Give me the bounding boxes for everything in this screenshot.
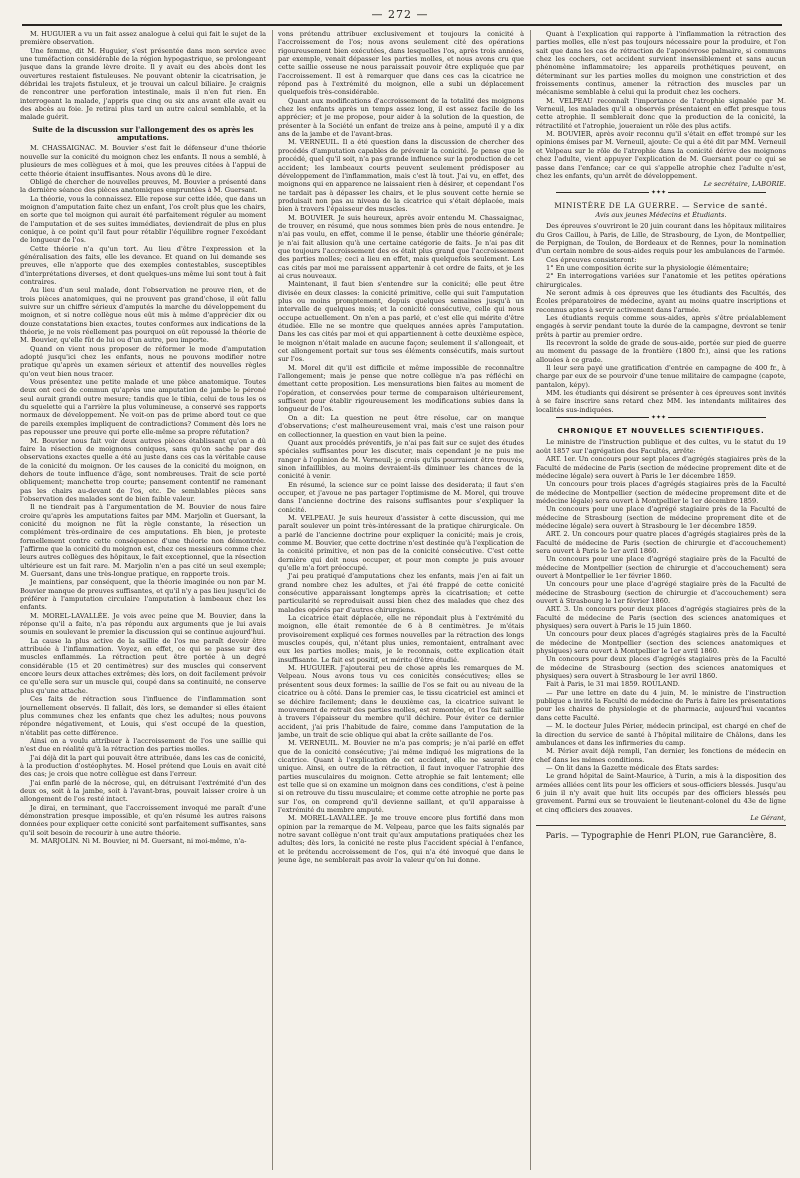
section-heading: Suite de la discussion sur l'allongement des os après les amputations. xyxy=(32,124,254,143)
paragraph: M. MOREL-LAVALLÉE. Je vois avec peine que M. Bouvier, dans la réponse qu'il a faite, n'a pas répondu aux arguments que je lui avais soumis en soulevant le premier la discussion qui se continue aujourd'hui. xyxy=(20,611,266,637)
columns xyxy=(20,30,790,1170)
paragraph: Quant aux modifications d'accroissement de la totalité des moignons chez les enfants après un temps assez long, il est assez facile de les apprécier; et je me propose, pour aider à la solution de la question, de présenter à la Société un enfant de treize ans à peine, amputé il y a dix ans de la jambe et de l'avant-bras. xyxy=(278,96,524,139)
paragraph: M. Morel dit qu'il est difficile et même impossible de reconnaître l'allongement; mais je pense que notre collègue n'a pas réfléchi en émettant cette proposition. Les mensurations bien faites au moment de l'opération, et conservées pour terme de comparaison ultérieurement, suffisent pour établir rigoureusement les modifications subies dans la longueur de l'os. xyxy=(278,363,524,414)
paragraph: Un concours pour une place d'agrégé stagiaire près de la Faculté de médecine de Montpellier (section de chirurgie et d'accouchement) sera ouvert à Montpellier le 1er février 1860. xyxy=(536,555,786,580)
paragraph: Une femme, dit M. Huguier, s'est présentée dans mon service avec une tuméfaction considérable de la région hypogastrique, se prolongeant jusque dans la grande lèvre droite. Il y avait eu des abcès dont les ouvertures restaient fistuleuses. Ne pouvant obtenir la cicatrisation, je débridai les trajets fistuleux, et je trouvai un calcul biliaire. Je craignis de rencontrer une perforation intestinale, mais il n'en fut rien. En interrogeant la malade, j'appris que cinq ou six ans avant elle avait eu des abcès au foie. Je retirai plus tard un autre calcul semblable, et la malade guérit. xyxy=(20,46,266,122)
paragraph: M. VERNEUIL. M. Bouvier ne m'a pas compris; je n'ai parlé en effet que de la conicité consécutive; j'ai même indiqué les migrations de la cicatrice. Quant à l'explication de cet accident, elle ne saurait être unique. Ainsi, en outre de la rétraction, il faut invoquer l'atrophie des parties musculaires du moignon. Cette atrophie se fait lentement; elle est telle que si on examine un moignon dans ces conditions, c'est à peine si on retrouve du tissu musculaire; et comme cette atrophie ne porte pas sur l'os, on comprend qu'il devienne saillant, et qu'il apparaisse à l'extrémité du membre amputé. xyxy=(278,739,524,814)
paragraph: M. Bouvier nous fait voir deux autres pièces établissant qu'on a dû faire la résection de moignons coniques, sans qu'on sache par des observations exactes quelle a été au juste dans ces cas la véritable cause de la conicité du moignon. Or les causes de la conicité du moignon, en dehors de toute influence d'âge, sont nombreuses. Trait de scie porté obliquement; manchette trop courte; pansement contentif ne ramenant pas les chairs au-devant de l'os, etc. De semblables pièces sans l'observation des malades sont de bien faible valeur. xyxy=(20,436,266,503)
paragraph: Un concours pour trois places d'agrégés stagiaires près de la Faculté de médecine de Montpellier (section de médecine proprement dite et de médecine légale) sera ouvert à Montpellier le 1er décembre 1859. xyxy=(536,480,786,505)
ornamental-rule xyxy=(556,188,766,199)
paragraph: M. HUGUIER a vu un fait assez analogue à celui qui fait le sujet de la première observation. xyxy=(20,30,266,47)
paragraph: Des épreuves s'ouvriront le 20 juin courant dans les hôpitaux militaires du Gros Caillou, à Paris, de Lille, de Strasbourg, de Lyon, de Montpellier, de Perpignan, de Toulon, de Bordeaux et de Rennes, pour la nomination d'un certain nombre de sous-aides requis pour les ambulances de l'armée. xyxy=(536,222,786,256)
paragraph: La cause la plus active de la saillie de l'os me paraît devoir être attribuée à l'inflammation. Voyez, en effet, ce qui se passe sur des muscles enflammés. La rétraction peut être portée à un degré considérable (15 et 20 centimètres) sur des muscles qui conservent encore leurs deux attaches extrêmes; dès lors, on doit facilement prévoir ce qu'elle sera sur un muscle qui, coupé dans sa continuité, ne conserve plus qu'une attache. xyxy=(20,636,266,695)
paragraph: ART. 1er. Un concours pour sept places d'agrégés stagiaires près de la Faculté de médecine de Paris (section de médecine proprement dite et de médecine légale) sera ouvert à Paris le 1er décembre 1859. xyxy=(536,455,786,480)
paragraph: — On lit dans la Gazette médicale des États sardes: xyxy=(546,763,719,772)
paragraph: M. MARJOLIN. Ni M. Bouvier, ni M. Guersant, ni moi-même, n'a- xyxy=(30,837,247,845)
footer-rule xyxy=(536,825,786,826)
chronicle-heading: CHRONIQUE ET NOUVELLES SCIENTIFIQUES. xyxy=(557,426,765,436)
notice-subheading: Avis aux jeunes Médecins et Étudiants. xyxy=(595,210,727,219)
paragraph: 1° En une composition écrite sur la physiologie élémentaire; xyxy=(546,263,749,272)
paragraph: vons prétendu attribuer exclusivement et toujours la conicité à l'accroissement de l'os; nous avons seulement cité des opérations rigoureusement bien exécutées, dans lesquelles l'os, après trois années, par exemple, venait dépasser les parties molles, et nous avons cru que cette saillie osseuse ne nous paraissait pouvoir être expliquée que par l'accroissement. Il est à remarquer que dans ces cas la cicatrice ne répond pas à l'extrémité du moignon, elle a subi un déplacement quelquefois très-considérable. xyxy=(278,30,524,97)
paragraph: ART. 2. Un concours pour quatre places d'agrégés stagiaires près de la Faculté de médecine de Paris (section de chirurgie et d'accouchement) sera ouvert à Paris le 1er avril 1860. xyxy=(536,530,786,555)
paragraph: Au lieu d'un seul malade, dont l'observation ne prouve rien, et de trois pièces anatomiques, qui ne prouvent pas grand'chose, il eût fallu suivre sur un chiffre sérieux d'amputés la marche du développement du moignon, et si notre collègue nous eût mis à même d'apprécier dix ou douze constatations bien exactes, toutes conformes aux indications de la théorie, je ne vois réellement pas pourquoi on eût repoussé la théorie de M. Bouvier, qu'elle fût de lui ou d'un autre, peu importe. xyxy=(20,286,266,345)
paragraph: Un concours pour une place d'agrégé stagiaire près de la Faculté de médecine de Strasbourg (section de médecine proprement dite et de médecine légale) sera ouvert à Strasbourg le 1er décembre 1859. xyxy=(536,505,786,530)
printer-footer: Paris. — Typographie de Henri PLON, rue Garancière, 8. xyxy=(545,831,777,841)
paragraph: Le ministre de l'instruction publique et des cultes, vu le statut du 19 août 1857 sur l'agrégation des Facultés, arrête: xyxy=(536,438,786,455)
paragraph: Cette théorie n'a qu'un tort. Au lieu d'être l'expression et la généralisation des faits, elle les devance. Et quand on lui demande ses preuves, elle n'apporte que des exemples contestables, susceptibles d'interprétations diverses, et dont quelques-uns même lui sont tout à fait contraires. xyxy=(20,244,266,286)
column-3 xyxy=(536,30,786,1170)
paragraph: Un concours pour deux places d'agrégés stagiaires près de la Faculté de médecine de Strasbourg (section des sciences anatomiques et physiques) sera ouvert à Strasbourg le 1er avril 1860. xyxy=(536,655,786,681)
paragraph: — M. le docteur Jules Périer, médecin principal, est chargé en chef de la direction du service de santé à l'hôpital militaire de Châlons, dans les ambulances et dans les infirmeries du camp. xyxy=(536,722,786,747)
paragraph: Fait à Paris, le 31 mai 1859. ROULAND. xyxy=(546,680,680,689)
paragraph: Ces faits de rétraction sous l'influence de l'inflammation sont journellement observés. Il fallait, dès lors, se demander si elles étaient plus communes chez les enfants que chez les adultes; nous pouvons répondre négativement, et Louis, qui s'est occupé de la question, n'établit pas cette différence. xyxy=(20,695,266,737)
paragraph: ART. 3. Un concours pour deux places d'agrégés stagiaires près de la Faculté de médecine de Paris (section des sciences anatomiques et physiques) sera ouvert à Paris le 15 juin 1860. xyxy=(536,605,786,631)
column-1 xyxy=(20,30,266,1170)
paragraph: Ces épreuves consisteront: xyxy=(546,255,637,264)
paragraph: En résumé, la science sur ce point laisse des desiderata; il faut s'en occuper, et j'avoue ne pas partager l'optimisme de M. Morel, qui trouve dans l'ancienne doctrine des raisons suffisantes pour s'expliquer la conicité. xyxy=(278,480,524,514)
paragraph: Un concours pour deux places d'agrégés stagiaires près de la Faculté de médecine de Montpellier (section des sciences anatomiques et physiques) sera ouvert à Montpellier le 1er avril 1860. xyxy=(536,630,786,656)
paragraph: M. MOREL-LAVALLÉE. Je me trouve encore plus fortifié dans mon opinion par la remarque de M. Velpeau, parce que les faits signalés par notre savant collègue n'ont trait qu'aux amputations pratiquées chez les adultes; dès lors, la conicité ne reste plus l'accident spécial à l'enfance, et le prétendu accroissement de l'os, qui n'a été invoqué que dans le jeune âge, ne semblerait pas avoir la valeur qu'on lui donne. xyxy=(278,814,524,865)
paragraph: M. VELPEAU. Je suis heureux d'assister à cette discussion, qui me paraît soulever un point très-intéressant de la pratique chirurgicale. On a parlé de l'ancienne doctrine pour expliquer la conicité; mais je crois, comme M. Bouvier, que cette doctrine n'est destinée qu'à l'explication de la conicité primitive, et non pas de la conicité consécutive. C'est cette dernière qui doit nous occuper, et pour mon compte je puis avouer qu'elle m'a fort préoccupé. xyxy=(278,513,524,572)
paragraph: J'ai déjà dit la part qui pouvait être attribuée, dans les cas de conicité, à la production d'ostéophytes. M. Hosel prétend que Louis en avait cité des cas; je crois que notre collègue est dans l'erreur. xyxy=(20,753,266,779)
paragraph: J'ai peu pratiqué d'amputations chez les enfants, mais j'en ai fait un grand nombre chez les adultes, et j'ai été frappé de cette conicité consécutive apparaissant longtemps après la cicatrisation; et cette particularité se reproduisait aussi bien chez des malades que chez des malades opérés par d'autres chirurgiens. xyxy=(278,572,524,614)
paragraph: Ne seront admis à ces épreuves que les étudiants des Facultés, des Écoles préparatoires de médecine, ayant au moins quatre inscriptions et reconnus aptes à servir activement dans l'armée. xyxy=(536,288,786,314)
column-2 xyxy=(278,30,524,1170)
paragraph: M. CHASSAIGNAC. M. Bouvier s'est fait le défenseur d'une théorie nouvelle sur la conicité du moignon chez les enfants. Il nous a semblé, à plusieurs de mes collègues et à moi, que les preuves citées à l'appui de cette théorie étaient insuffisantes. Nous avons dû le dire. xyxy=(20,144,266,178)
paragraph: Le grand hôpital de Saint-Maurice, à Turin, a mis à la disposition des armées alliées cent lits pour les officiers et sous-officiers blessés. Jusqu'au 6 juin il n'y avait que huit lits occupés par des officiers blessés peu gravement. Parmi eux se trouvaient le lieutenant-colonel du 43e de ligne et cinq officiers des zouaves. xyxy=(536,772,786,814)
paragraph: M. VELPEAU reconnaît l'importance de l'atrophie signalée par M. Verneuil, les malades qu'il a observés présentaient en effet presque tous cette atrophie. Il semblerait donc que la production de la conicité, la rétractilité et l'atrophie, joueraient un rôle des plus actifs. xyxy=(536,96,786,130)
paragraph: Un concours pour une place d'agrégé stagiaire près de la Faculté de médecine de Strasbourg (section de chirurgie et d'accouchement) sera ouvert à Strasbourg le 1er février 1860. xyxy=(536,580,786,605)
page-number: — 272 — xyxy=(371,8,429,21)
paragraph: La cicatrice était déplacée, elle ne répondait plus à l'extrémité du moignon, elle était remontée de 6 à 8 centimètres. Je m'étais provisoirement expliqué ces formes nouvelles par la rétraction des longs muscles coupés, qui, n'étant plus unies, remontaient, entraînant avec eux les parties molles; mais, je le reconnais, cette explication était insuffisante. Le fait est positif, et mérite d'être étudié. xyxy=(278,614,524,664)
paragraph: 2° En interrogations variées sur l'anatomie et les petites opérations chirurgicales. xyxy=(536,272,786,289)
paragraph: Quand on vient nous proposer de réformer le mode d'amputation adopté jusqu'ici chez les enfants, nous ne pouvons modifier notre pratique qu'après un examen sérieux et attentif des nouvelles règles qu'on veut bien nous tracer. xyxy=(20,344,266,378)
paragraph: Ainsi on a voulu attribuer à l'accroissement de l'os une saillie qui n'est due en réalité qu'à la rétraction des parties molles. xyxy=(20,736,266,754)
paragraph: M. HUGUIER. J'ajouterai peu de chose après les remarques de M. Velpeau. Nous avons tous vu ces conicités consécutives; elles se présentent sous deux formes: la saillie de l'os se fait ou au niveau de la cicatrice ou à côté. Dans le premier cas, le tissu cicatriciel est aminci et se déchire facilement; dans le deuxième cas, la cicatrice suivant le mouvement de retrait des parties molles, est remontée, et l'os fait saillie à travers l'épaisseur du membre qu'il déchire. Pour éviter ce dernier accident, j'ai pris l'habitude de faire, comme dans l'amputation de la jambe, un trait de scie oblique qui abat la crête saillante de l'os. xyxy=(278,664,524,739)
ornament-icon: ✦✦✦ xyxy=(651,188,667,196)
top-rule xyxy=(22,24,782,26)
secretary-signature: Le secrétaire, LABORIE. xyxy=(703,180,786,189)
paragraph: La théorie, vous la connaissez. Elle repose sur cette idée, que dans un moignon d'amputation faite chez un enfant, l'os croît plus que les chairs, en sorte que tel moignon qui aurait été parfaitement réguler au moment de l'amputation et de ses suites immédiates, deviendrait de plus en plus conique, à ce point qu'il faut pour rétablir l'équilibre rogner l'excédant de longueur de l'os. xyxy=(20,194,266,245)
paragraph: — Par une lettre en date du 4 juin, M. le ministre de l'instruction publique a invité la Faculté de médecine de Paris à faire les présentations pour les chaires de physiologie et de pharmacie, aujourd'hui vacantes dans cette Faculté. xyxy=(536,688,786,722)
paragraph: Je maintiens, par conséquent, que la théorie imaginée ou non par M. Bouvier manque de preuves suffisantes, et qu'il n'y a pas lieu jusqu'ici de préférer à l'amputation circulaire l'amputation à lambeaux chez les enfants. xyxy=(20,578,266,612)
paragraph: J'ai enfin parlé de la nécrose, qui, en détruisant l'extrémité d'un des deux os, soit à la jambe, soit à l'avant-bras, pouvait laisser croire à un allongement de l'os resté intact. xyxy=(20,778,266,804)
paragraph: Je dirai, en terminant, que l'accroissement invoqué me paraît d'une démonstration presque impossible, et qu'en résumé les autres raisons données pour expliquer cette conicité sont parfaitement suffisantes, sans qu'il soit besoin de recourir à une autre théorie. xyxy=(20,803,266,837)
paragraph: Quant à l'explication qui rapporte à l'inflammation la rétraction des parties molles, elle n'est pas toujours nécessaire pour la produire, et l'on sait que dans les cas de rétraction de l'aponévrose palmaire, si communs chez les cochers, cet accident survient insensiblement et sans aucun phénomène inflammatoire; les appareils prothétiques peuvent, en déterminant sur les parties molles du moignon une constriction et des froissements continus, amener la rétraction des muscles par un mécanisme semblable à celui qui la produit chez les cochers. xyxy=(536,30,786,97)
paragraph: MM. les étudiants qui désirent se présenter à ces épreuves sont invités à se faire inscrire sans retard chez MM. les intendants militaires des localités sus-indiquées. xyxy=(536,389,786,414)
paragraph: Quant aux procédés préventifs, je n'ai pas fait sur ce sujet des études spéciales suffisantes pour les discuter, mais cependant je ne puis me ranger à l'opinion de M. Verneuil; je crois qu'ils pourraient être trouvés, sinon infaillibles, au moins devraient-ils diminuer les chances de la conicité à venir. xyxy=(278,438,524,481)
paragraph: M. Périer avait déjà rempli, l'an dernier, les fonctions de médecin en chef dans les mêmes conditions. xyxy=(536,747,786,764)
ornamental-rule xyxy=(556,414,766,424)
ornament-icon: ✦✦✦ xyxy=(651,414,667,422)
paragraph: Il leur sera payé une gratification d'entrée en campagne de 400 fr., à charge par eux de se pourvoir d'une tenue militaire de campagne (capote, pantalon, képy). xyxy=(536,364,786,389)
paragraph: M. BOUVIER, après avoir reconnu qu'il s'était en effet trompé sur les opinions émises par M. Verneuil, ajoute: Ce qui a été dit par MM. Verneuil et Velpeau sur le rôle de l'atrophie dans la conicité dérive des moignons chez l'adulte, vient appuyer l'explication de M. Guersant pour ce qui se passe dans l'enfance; car ce qui s'appelle atrophie chez l'adulte n'est, chez les enfants, qu'un arrêt de développement. xyxy=(536,130,786,180)
paragraph: Obligé de chercher de nouvelles preuves, M. Bouvier a présenté dans la dernière séance des pièces anatomiques empruntées à M. Guersant. xyxy=(20,177,266,195)
paragraph: Ils recevront la solde de grade de sous-aide, portée sur pied de guerre au moment du passage de la frontière (1800 fr.), ainsi que les rations allouées à ce grade. xyxy=(536,339,786,364)
paragraph: Maintenant, il faut bien s'entendre sur la conicité; elle peut être divisée en deux classes: la conicité primitive, celle qui suit l'amputation plus ou moins promptement, depuis quelques semaines jusqu'à un intervalle de quelques mois; et la conicité consécutive, celle qui nous occupe actuellement. On n'en a pas parlé, et c'est elle qui mérite d'être étudiée. Elle ne se montre que quelques années après l'amputation. Dans les cas cités par moi et qui appartiennent à cette deuxième espèce, le moignon n'était malade en aucune façon; seulement il s'allongeait, et cet allongement portait sur tous ses éléments consécutifs, mais surtout sur l'os. xyxy=(278,280,524,364)
ministry-heading: MINISTÈRE DE LA GUERRE. — Service de santé. xyxy=(554,200,768,210)
paragraph: M. VERNEUIL. Il a été question dans la discussion de chercher des procédés d'amputation capables de prévenir la conicité. Je pense que le procédé, quel qu'il soit, n'a pas grande influence sur la production de cet accident; les lambeaux courts peuvent seulement prédisposer au développement de l'inflammation, mais c'est là tout. J'ai vu, en effet, des moignons qui en apparence ne laissaient rien à désirer, et cependant l'os ne tardait pas à dépasser les chairs, et le plus souvent cette hernie se produisait non pas au niveau de la cicatrice qui s'était déplacée, mais bien à travers l'épaisseur des muscles. xyxy=(278,138,524,214)
paragraph: Les étudiants requis comme sous-aides, après s'être préalablement engagés à servir pendant toute la durée de la campagne, devront se tenir prêts à partir au premier ordre. xyxy=(536,314,786,339)
paragraph: M. BOUVIER. Je suis heureux, après avoir entendu M. Chassaignac, de trouver, en résumé, que nous sommes bien près de nous entendre. Je n'ai pas voulu, en effet, comme il le pense, établir une théorie générale; je n'ai fait allusion qu'à une certaine catégorie de faits. Je n'ai pas dit que toujours l'accroissement des os était plus grand que l'accroissement des parties molles; ceci a lieu en effet, mais quelquefois seulement. Les cas cités par moi me paraissent appartenir à cet ordre de faits, et je les ai crus nouveaux. xyxy=(278,213,524,280)
paragraph: Vous présentez une petite malade et une pièce anatomique. Toutes deux ont ceci de commun qu'après une amputation de jambe le péroné seul aurait grandi outre mesure; tandis que le tibia, celui de tous les os du squelette qui a l'arrière la plus volumineuse, a conservé ses rapports normaux de développement. Ne voit-on pas de prime abord tout ce que de pareils exemples impliquent de contradictions? Comment dès lors ne pas repousser une preuve qui porte elle-même sa propre réfutation? xyxy=(20,378,266,437)
gerant-signature: Le Gérant, xyxy=(750,813,786,822)
paragraph: Il ne tiendrait pas à l'argumentation de M. Bouvier de nous faire croire qu'après les amputations faites par MM. Marjolin et Guersant, la conicité du moignon ne fût la règle constante, la résection un complément très-ordinaire de ces amputations. Eh bien, je proteste formellement contre cette conséquence d'une théorie non démontrée. J'affirme que la conicité du moignon est, chez ces messieurs comme chez leurs autres collègues des hôpitaux, le fait exceptionnel, que la résection ultérieure est un fait rare. M. Marjolin n'en a pas cité un seul exemple; M. Guersant, dans une très-longue pratique, en rapporte trois. xyxy=(20,503,266,578)
paragraph: On a dit: La question ne peut être résolue, car on manque d'observations; c'est malheureusement vrai, mais c'est une raison pour en collectionner, la question en vaut bien la peine. xyxy=(278,413,524,439)
